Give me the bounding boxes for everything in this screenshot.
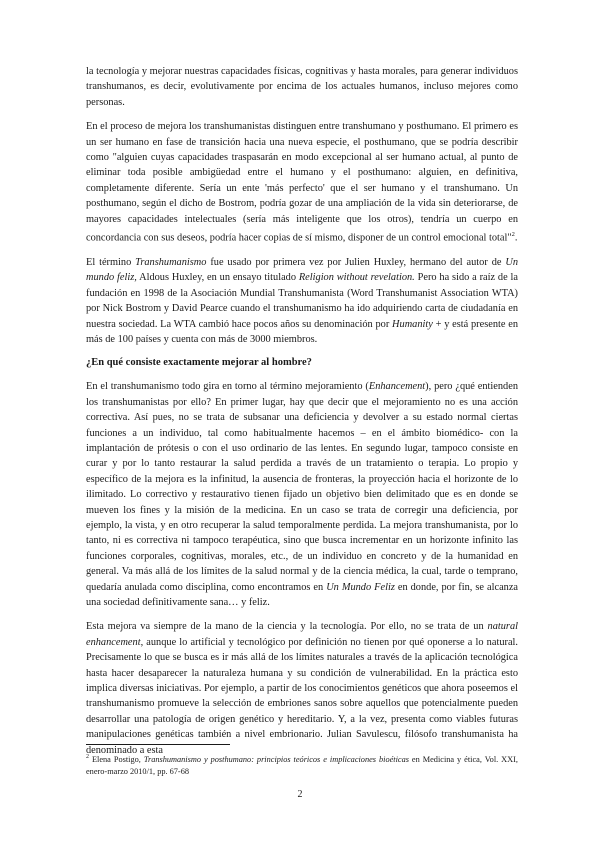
paragraph-enhancement: En el transhumanismo todo gira en torno al término mejoramiento (Enhancement), pero ¿qué entienden los transhumanistas por ello? En primer lugar, hay que decir que el mejoramiento no es una acción correctiva. Así pues, no se trata de subsanar una deficiencia y devolver a su estado normal ciertas funciones a un individuo, tal como habitualmente hacemos – en el ámbito biomédico- con la implantación de prótesis o con el uso ordinario de las lentes. En segundo lugar, tampoco consiste en curar y por lo tanto restaurar la salud perdida a través de un tratamiento o terapia. Lo propio y específico de la mejora es la infinitud, la ausencia de fronteras, la proyección hacia el horizonte de lo ilimitado. Lo correctivo y restaurativo tienen fijado un objetivo bien delimitado que es en donde se mueven los fines y la misión de la medicina. En un caso se trata de corregir una deficiencia, por ejemplo, la vista, y en otro recuperar la salud temporalmente perdida. La mejora transhumanista, por lo tanto, ni es correctiva ni tampoco terapéutica, sino que busca incrementar en un horizonte infinito las funciones corporales, cognitivas, morales, etc., de un individuo en concreto y de la humanidad en general. Va más allá de los límites de la salud normal y de la ciencia médica, la cual, tarde o temprano, quedaría anulada como disciplina, como encontramos en Un Mundo Feliz en donde, por fin, se alcanza una sociedad definitivamente sana… y feliz. — [86, 381, 519, 609]
footnote-reference[interactable]: 2 — [511, 231, 515, 239]
paragraph-term-origin: El término Transhumanismo fue usado por primera vez por Julien Huxley, hermano del autor de Un mundo feliz, Aldous Huxley, en un ensayo titulado Religion without revelation. Pero ha sido a raíz de la fundación en 1998 de la Asociación Mundial Transhumanista (Word Transhumanist Association WTA) por Nick Bostrom y David Pearce cuando el transhumanismo ha ido adquiriendo carta de ciudadanía en nuestra sociedad. La WTA cambió hace pocos años su denominación por Humanity + y está presente en más de 100 países y cuenta con más de 3000 miembros. — [86, 256, 518, 345]
paragraph-intro-continuation: la tecnología y mejorar nuestras capacidades físicas, cognitivas y hasta morales, para generar individuos transhumanos, es decir, evolutivamente por encima de los actuales humanos, incluso mejores como personas. — [86, 66, 518, 108]
footnote: $^2$ Elena Postigo, Transhumanismo y posthumano: principios teóricos e implicaciones bioéticas en Medicina y ética, Vol. XXI, enero-marzo 2010/1, pp. 67-68 — [86, 754, 518, 777]
page-number: 2 — [297, 789, 303, 800]
paragraph-science-technology: Esta mejora va siempre de la mano de la ciencia y la tecnología. Por ello, no se trata de un natural enhancement, aunque lo artificial y tecnológico por definición no tienen por qué oponerse a lo natural. Precisamente lo que se busca es ir más allá de los límites naturales a través de la aplicación tecnológica hasta hacer desaparecer la naturaleza humana y su condición de vulnerabilidad. En la práctica esto implica diversas iniciativas. Por ejemplo, a partir de los conocimientos genéticos que ahora poseemos el transhumanismo promueve la selección de embriones sanos sobre aquellos que potencialmente pueden desarrollar una patología de origen genético y hereditario. Y, a la vez, presenta como viables futuras manipulaciones genéticas también a nivel embrionario. Julian Savulescu, filósofo transhumanista ha denominado a esta — [86, 621, 518, 756]
page-body — [86, 64, 518, 758]
footnote-divider — [86, 744, 230, 745]
paragraph-transhumano-posthumano: En el proceso de mejora los transhumanistas distinguen entre transhumano y posthumano. El primero es un ser humano en fase de transición hacia una nueva especie, el posthumano, que se podría describir como "alguien cuyas capacidades traspasarán en modo excepcional al ser humano actual, al punto de eliminar toda posible ambigüedad entre el humano y el posthumano: alguien, en definitiva, completamente diferente. Sería un ente 'más perfecto' que el ser humano y el transhumano. Un posthumano, según el dicho de Bostrom, podría gozar de una ampliación de la vida sin deteriorarse, de mayores capacidades intelectuales (sería más inteligente que los otros), tendría un cuerpo en concordancia con sus deseos, podría hacer copias de sí mismo, disponer de un control emocional total"$^2$. — [86, 121, 518, 244]
footnote-number: 2 — [86, 754, 89, 760]
section-heading: ¿En qué consiste exactamente mejorar al hombre? — [86, 357, 312, 369]
